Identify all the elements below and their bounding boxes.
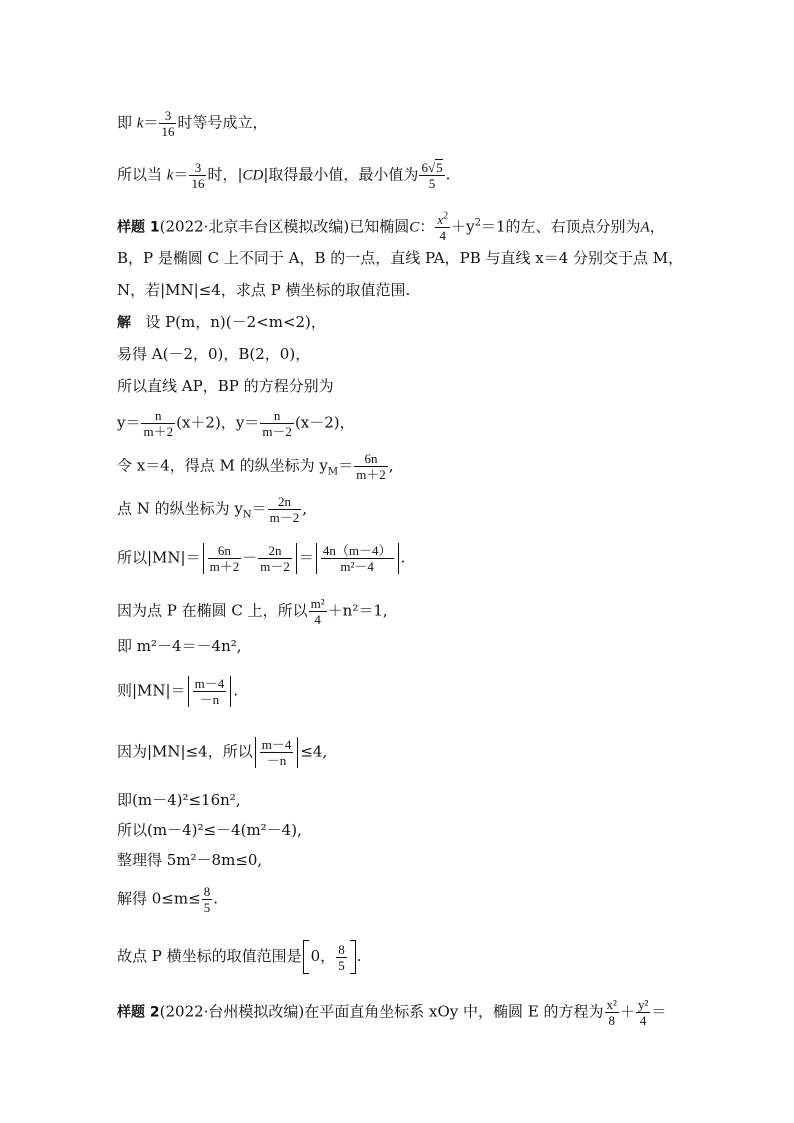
line-14: 即 m²－4＝－4n², xyxy=(117,637,242,655)
var: A xyxy=(640,219,650,236)
text: 因为点 P 在椭圆 C 上，所以 xyxy=(117,601,308,620)
line-2 xyxy=(117,160,450,191)
absolute-value xyxy=(188,676,232,707)
text: 时等号成立， xyxy=(177,113,268,132)
fraction xyxy=(189,160,206,191)
text: ≤4, xyxy=(300,742,328,761)
line-20 xyxy=(117,884,218,915)
numerator: x² xyxy=(606,997,617,1012)
absolute-value xyxy=(316,543,399,574)
text: 故点 P 横坐标的取值范围是 xyxy=(117,947,302,965)
numerator: 2n xyxy=(258,543,292,559)
line-4: B，P 是椭圆 C 上不同于 A，B 的一点，直线 PA，PB 与直线 x＝4 分别交于点 M， xyxy=(117,249,684,267)
denominator: 4 xyxy=(639,1013,647,1028)
denominator: m－2 xyxy=(262,424,292,439)
text: ＝ xyxy=(251,499,267,518)
absolute-value xyxy=(255,737,299,768)
numerator: 4n（m－4） xyxy=(322,543,392,558)
text: y＝ xyxy=(117,413,141,432)
line-12 xyxy=(117,543,405,574)
fraction xyxy=(141,408,175,439)
text: , xyxy=(302,499,308,518)
text: 已知椭圆 xyxy=(349,217,410,236)
numerator: 2n xyxy=(268,494,302,510)
numerator: 8 xyxy=(203,884,211,899)
fraction xyxy=(268,494,302,525)
left-bracket xyxy=(303,940,309,974)
text: ＋n²＝1, xyxy=(327,601,388,620)
example-label: 样题 1 xyxy=(117,219,160,236)
text: ＝ xyxy=(143,113,159,132)
fraction xyxy=(260,737,294,768)
line-17: 即(m－4)²≤16n², xyxy=(117,791,241,809)
line-22 xyxy=(117,997,666,1028)
numerator: n xyxy=(141,408,175,424)
text: ＝ xyxy=(338,456,354,475)
denominator: －n xyxy=(199,692,220,707)
text: . xyxy=(213,889,218,908)
numerator: 3 xyxy=(189,160,206,176)
coef: 6 xyxy=(421,160,428,175)
text: ， xyxy=(649,217,665,236)
right-bracket xyxy=(350,940,356,974)
line-11 xyxy=(117,494,307,525)
line-1 xyxy=(117,108,267,139)
numerator: 6√5 xyxy=(421,160,443,175)
fraction xyxy=(202,884,213,915)
fraction xyxy=(336,942,347,973)
line-21 xyxy=(117,940,361,974)
text: (x＋2)， xyxy=(176,413,236,432)
text: ＋y xyxy=(451,217,475,236)
fraction xyxy=(435,212,450,243)
denominator: 5 xyxy=(338,957,345,973)
text: . xyxy=(233,681,238,700)
source: (2022·北京丰台区模拟改编) xyxy=(159,217,350,236)
denominator: 4 xyxy=(314,612,321,627)
numerator: 6n xyxy=(208,543,242,559)
line-9 xyxy=(117,408,355,439)
line-6 xyxy=(117,312,326,333)
var: C xyxy=(409,219,420,236)
source: (2022·台州模拟改编) xyxy=(159,1002,305,1021)
text: (x－2)， xyxy=(294,413,355,432)
line-18: 所以(m－4)²≤－4(m²－4), xyxy=(117,821,302,839)
numerator: 6n xyxy=(354,451,388,467)
line-8: 所以直线 AP，BP 的方程分别为 xyxy=(117,377,334,395)
numerator: m－4 xyxy=(194,676,225,691)
denominator: 5 xyxy=(203,900,211,915)
numerator: 3 xyxy=(159,108,176,124)
text: 所以|MN|＝ xyxy=(117,548,201,567)
denominator: m²－4 xyxy=(340,559,374,574)
fraction xyxy=(159,108,176,139)
var-cd: CD xyxy=(242,167,264,184)
line-10 xyxy=(117,451,394,482)
text: ＋ xyxy=(619,1002,635,1021)
var: x xyxy=(437,212,444,227)
line-3: 样题 1(2022·北京丰台区模拟改编)已知椭圆C： $\frac{x^2}{4}$ $+y^2=1$的左、右顶点分别为A， xyxy=(117,210,665,243)
numerator: $x^2$ xyxy=(437,210,449,227)
denominator: 16 xyxy=(161,124,175,139)
denominator: m＋2 xyxy=(209,559,240,574)
fraction xyxy=(321,543,394,574)
text: ： xyxy=(419,217,435,236)
text: y＝ xyxy=(235,413,260,432)
numerator: m－4 xyxy=(261,737,292,752)
numerator: y² xyxy=(637,997,649,1012)
var-k: k xyxy=(136,115,144,132)
denominator: －n xyxy=(266,753,287,768)
fraction xyxy=(354,451,388,482)
text: ＝ xyxy=(298,548,314,567)
denominator: 5 xyxy=(428,176,436,191)
subscript: M xyxy=(327,466,339,478)
line-13 xyxy=(117,596,388,627)
text: 点 N 的纵坐标为 y xyxy=(117,499,243,518)
numerator: m² xyxy=(310,596,325,611)
text: ＝ xyxy=(173,165,189,184)
text: |取得最小值，最小值为 xyxy=(263,165,419,184)
denominator: m－2 xyxy=(260,559,290,574)
fraction xyxy=(258,543,292,574)
denominator: 16 xyxy=(191,176,205,191)
radicand: 5 xyxy=(436,160,443,175)
denominator: m－2 xyxy=(269,510,300,525)
line-16 xyxy=(117,737,327,768)
denominator: m＋2 xyxy=(143,424,174,439)
denominator: m＋2 xyxy=(356,467,386,482)
var-k: k xyxy=(166,167,174,184)
denominator: 8 xyxy=(608,1013,615,1028)
numerator: 8 xyxy=(338,941,345,957)
text: ＝1的左、右顶点分别为 xyxy=(480,217,641,236)
numerator: n xyxy=(260,408,294,424)
text: 令 x＝4，得点 M 的纵坐标为 y xyxy=(117,456,328,475)
text: 时，| xyxy=(207,165,243,184)
text: － xyxy=(242,548,258,567)
text: . xyxy=(445,165,451,184)
text: 在平面直角坐标系 xOy 中，椭圆 E 的方程为 xyxy=(304,1002,604,1021)
subscript: N xyxy=(242,509,252,521)
fraction xyxy=(605,997,619,1028)
text: 即 xyxy=(117,113,137,132)
line-7: 易得 A(－2，0)，B(2，0)， xyxy=(117,345,311,363)
denominator: 4 xyxy=(439,228,446,243)
line-5: N，若|MN|≤4，求点 P 横坐标的取值范围. xyxy=(117,281,411,299)
text: 因为|MN|≤4，所以 xyxy=(117,742,253,761)
text: . xyxy=(400,548,406,567)
fraction xyxy=(636,997,650,1028)
text: , xyxy=(388,456,394,475)
fraction xyxy=(193,676,227,707)
text: 所以当 xyxy=(117,165,167,184)
absolute-value xyxy=(203,543,297,574)
fraction xyxy=(260,408,294,439)
text: 则|MN|＝ xyxy=(117,681,186,700)
text: 0， xyxy=(310,947,336,965)
example-label: 样题 2 xyxy=(117,1004,160,1021)
line-15 xyxy=(117,676,238,707)
text: . xyxy=(356,947,362,965)
fraction xyxy=(419,160,444,191)
text: 设 P(m，n)(－2<m<2)， xyxy=(145,313,326,331)
solution-label: 解 xyxy=(117,315,131,331)
line-19: 整理得 5m²－8m≤0, xyxy=(117,851,263,869)
fraction xyxy=(309,596,327,627)
text: 解得 0≤m≤ xyxy=(117,889,201,908)
text: ＝ xyxy=(651,1002,667,1021)
fraction xyxy=(208,543,242,574)
